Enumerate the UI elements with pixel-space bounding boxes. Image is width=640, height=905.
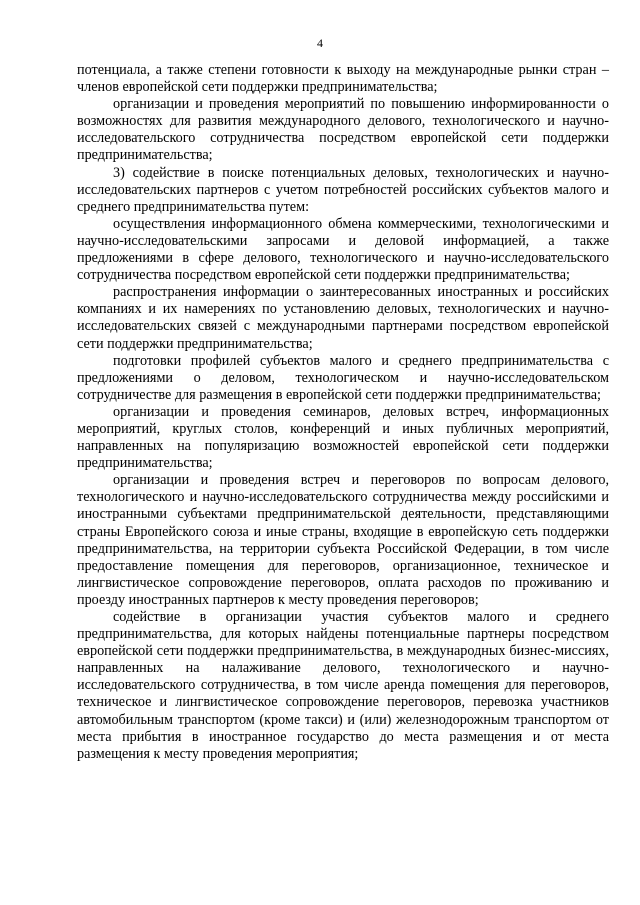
paragraph-awareness-events: организации и проведения мероприятий по повышению информированности о возможностях для развития международного делового, технологического и научно-исследовательского сотрудничества посредством европейской сети поддержки предпринимательства; <box>77 96 609 164</box>
paragraph-meetings-negotiations: организации и проведения встреч и переговоров по вопросам делового, технологического и научно-исследовательского сотрудничества между российскими и иностранными субъектами предпринимательской деятельности, представляющими страны Европейского союза и иные страны, входящие в европейскую сеть поддержки предпринимательства, на территории субъекта Российской Федерации, в том числе предоставление помещения для переговоров, организационное, техническое и лингвистическое сопровождение переговоров, оплата расходов по проживанию и проезду иностранных партнеров к месту проведения переговоров; <box>77 472 609 608</box>
paragraph-profile-preparation: подготовки профилей субъектов малого и среднего предпринимательства с предложениями о деловом, технологическом и научно-исследовательском сотрудничестве для размещения в европейской сети поддержки предпринимательства; <box>77 352 609 403</box>
paragraph-business-missions: содействие в организации участия субъектов малого и среднего предпринимательства, для которых найдены потенциальные партнеры посредством европейской сети поддержки предпринимательства, в международных бизнес-миссиях, направленных на налаживание делового, технологического и научно-исследовательского сотрудничества, в том числе аренда помещения для переговоров, техническое и лингвистическое сопровождение переговоров, перевозка участников автомобильным транспортом (кроме такси) и (или) железнодорожным транспортом от места прибытия в иностранное государство до места размещения и от места размещения к месту проведения мероприятия; <box>77 609 609 762</box>
paragraph-information-exchange: осуществления информационного обмена коммерческими, технологическими и научно-исследовательскими запросами и деловой информацией, а также предложениями в сфере делового, технологического и научно-исследовательского сотрудничества посредством европейской сети поддержки предпринимательства; <box>77 215 609 284</box>
document-body <box>77 62 609 763</box>
paragraph-partner-search-item-3: 3) содействие в поиске потенциальных деловых, технологических и научно-исследовательских партнеров с учетом потребностей российских субъектов малого и среднего предпринимательства путем: <box>77 164 609 215</box>
page-number: 4 <box>317 36 323 50</box>
paragraph-continuation: потенциала, а также степени готовности к выходу на международные рынки стран – членов европейской сети поддержки предпринимательства; <box>77 62 609 96</box>
paragraph-seminars: организации и проведения семинаров, деловых встреч, информационных мероприятий, круглых столов, конференций и иных публичных мероприятий, направленных на популяризацию возможностей европейской сети поддержки предпринимательства; <box>77 403 609 472</box>
paragraph-company-info-distribution: распространения информации о заинтересованных иностранных и российских компаниях и их намерениях по установлению деловых, технологических и научно-исследовательских связей с международными партнерами посредством европейской сети поддержки предпринимательства; <box>77 284 609 352</box>
